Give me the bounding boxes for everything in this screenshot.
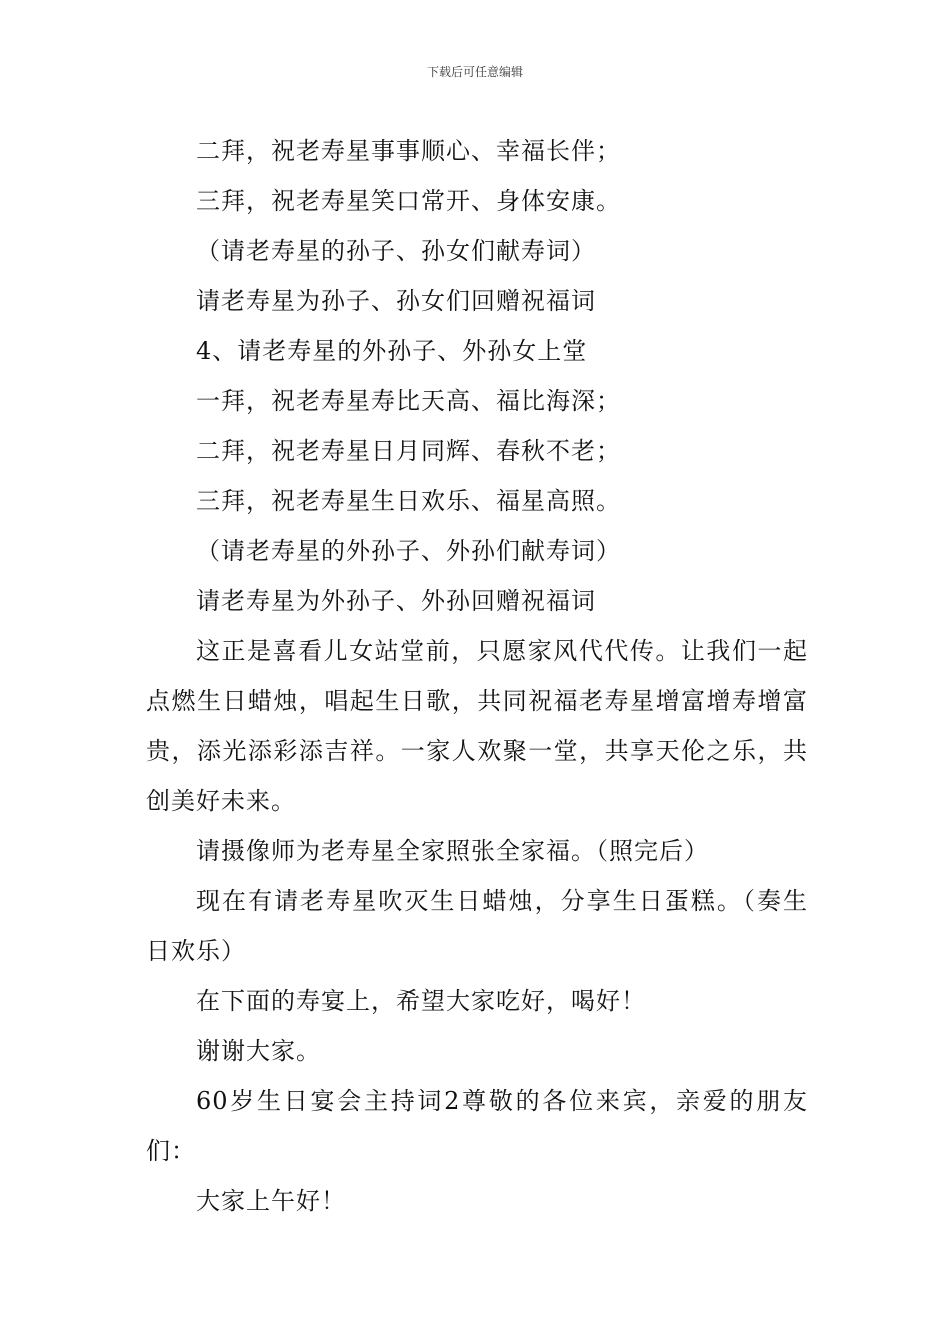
paragraph: 在下面的寿宴上，希望大家吃好，喝好！ xyxy=(196,987,646,1015)
paragraph: 60岁生日宴会主持词2尊敬的各位来宾，亲爱的朋友们： xyxy=(146,1087,808,1165)
paragraph: 这正是喜看儿女站堂前，只愿家风代代传。让我们一起点燃生日蜡烛，唱起生日歌，共同祝福老寿星增富增寿增富贵，添光添彩添吉祥。一家人欢聚一堂，共享天伦之乐，共创美好未来。 xyxy=(146,637,808,815)
paragraph: 请老寿星为孙子、孙女们回赠祝福词 xyxy=(196,287,596,315)
paragraph: 三拜，祝老寿星生日欢乐、福星高照。 xyxy=(196,487,621,515)
paragraph: （请老寿星的孙子、孙女们献寿词） xyxy=(196,237,596,265)
paragraph: 二拜，祝老寿星事事顺心、幸福长伴； xyxy=(196,137,621,165)
paragraph: 谢谢大家。 xyxy=(196,1037,321,1065)
paragraph: 一拜，祝老寿星寿比天高、福比海深； xyxy=(196,387,621,415)
paragraph: 三拜，祝老寿星笑口常开、身体安康。 xyxy=(196,187,621,215)
paragraph: 请老寿星为外孙子、外孙回赠祝福词 xyxy=(196,587,596,615)
page-header: 下载后可任意编辑 xyxy=(426,65,523,79)
paragraph: 大家上午好！ xyxy=(196,1187,346,1215)
document-body xyxy=(146,126,808,1226)
paragraph: 二拜，祝老寿星日月同辉、春秋不老； xyxy=(196,437,621,465)
paragraph: 现在有请老寿星吹灭生日蜡烛，分享生日蛋糕。（奏生日欢乐） xyxy=(146,887,808,965)
paragraph: （请老寿星的外孙子、外孙们献寿词） xyxy=(196,537,621,565)
paragraph: 4、请老寿星的外孙子、外孙女上堂 xyxy=(196,337,588,365)
paragraph: 请摄像师为老寿星全家照张全家福。（照完后） xyxy=(196,837,709,865)
